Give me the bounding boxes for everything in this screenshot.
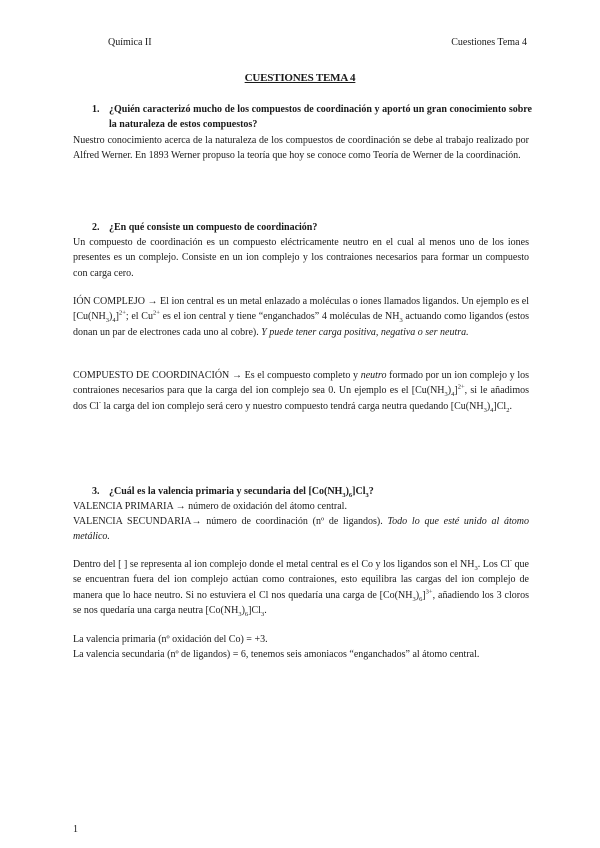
dentro-sub-4: 3 [238,610,242,618]
valencia-primaria-result: La valencia primaria (nº oxidación del Co) = +3. [73,634,268,645]
compuesto-coordinacion-paragraph [73,368,529,414]
dentro-sup-2: 3+ [425,588,433,596]
dentro-sub-2: 3 [412,595,416,603]
comp-sup-2: - [98,399,102,407]
ion-text-5: es el ion central y tiene “enganchados” 4 moléculas de NH [159,311,400,323]
comp-text-9: . [509,400,512,412]
secundaria-text: VALENCIA SECUNDARIA→ número de coordinación (nº de ligandos). [73,516,388,527]
dentro-text-1: Dentro del [ ] se representa al ion complejo donde el metal central es el Co y los ligandos son el NH [73,559,475,570]
question-1-number: 1. [92,104,100,115]
dentro-text-2: . Los Cl [477,559,510,570]
comp-italic: neutro [360,370,387,381]
ion-sub-2: 4 [112,317,116,325]
q3-text-2: ) [345,486,349,497]
question-3-text [109,484,532,499]
question-3-heading [92,484,532,499]
question-2-number: 2. [92,222,100,233]
question-2-text: ¿En qué consiste un compuesto de coordinación? [109,222,318,233]
question-2-answer: Un compuesto de coordinación es un compuesto eléctricamente neutro en el cual al menos uno de los iones presentes es un complejo. Consiste en un ion complejo y los contraiones necesarios para formar un compuesto con carga cero. [73,237,529,279]
question-2-heading [92,220,532,235]
dentro-text-8: ]Cl [248,604,261,616]
valencia-primaria-def: VALENCIA PRIMARIA → número de oxidación del átomo central. [73,501,347,512]
comp-sub-5: 2 [506,406,510,414]
comp-sub-1: 3 [444,391,448,399]
comp-sup-1: 2+ [457,383,465,391]
q3-sub-2: 6 [348,492,353,499]
comp-text-1: COMPUESTO DE COORDINACIÓN → Es el compuesto completo y [73,370,361,381]
q3-sub-3: 3 [365,492,369,499]
comp-sub-4: 4 [490,406,494,414]
ion-sup-1: 2+ [118,309,126,317]
dentro-text-6: , añadiendo los 3 cloros se nos quedaría una carga neutra [Co(NH [73,589,529,616]
dentro-text-4: ) [415,589,420,601]
ion-sub-1: 3 [105,317,110,325]
comp-text-3: ) [447,385,452,397]
dentro-sup-1: - [509,557,512,565]
ion-complejo-explanation [73,557,529,618]
header-subject: Química II [108,37,152,48]
question-1-answer: Nuestro conocimiento acerca de la naturaleza de los compuestos de coordinación se debe al trabajo realizado por Alfred Werner. En 1893 Werner propuso la teoría que hoy se conoce como Teoría de Werner de la coordinación. [73,135,529,162]
secundaria-italic: Todo lo que esté unido al átomo metálico. [73,516,529,543]
ion-sup-2: 2+ [152,309,160,317]
question-1-text: ¿Quién caracterizó mucho de los compuestos de coordinación y aportó un gran conocimiento sobre la naturaleza de estos compuestos? [109,104,532,130]
comp-text-6: la carga del ion complejo será cero y nuestro compuesto tendrá carga neutra quedando [Cu(NH [101,400,484,412]
question-1-heading [92,102,532,132]
dentro-text-9: . [264,604,267,616]
dentro-text-3: que se encuentran fuera del ion complejo actúan como contraiones, esto equilibra las cargas del ion complejo de manera que lo hace neutro. Si no estuviera el Cl nos quedaría una carga de [Co(NH [73,559,529,601]
q3-text-4: ? [368,486,374,497]
ion-sub-3: 3 [399,317,403,325]
ion-text-6: actuando como ligandos (estos donan un par de electrones cada uno al cobre). [73,311,529,338]
comp-text-2: formado por un ion complejo y los contraiones necesarios para que la carga del ion complejo sea 0. Un ejemplo es el [Cu(NH [73,370,529,397]
ion-complejo-paragraph [73,294,529,340]
dentro-sub-6: 3 [260,610,265,618]
comp-sub-3: 3 [483,406,487,414]
valencia-secundaria-result: La valencia secundaria (nº de ligandos) = 6, tenemos seis amoniacos “enganchados” al átomo central. [73,649,480,660]
q3-sub-1: 3 [342,492,346,499]
ion-text-4: ; el Cu [125,311,153,323]
dentro-text-7: ) [241,604,245,616]
ion-text-3: ] [115,311,119,323]
dentro-sub-1: 3 [474,565,478,572]
dentro-sub-3: 6 [419,595,423,603]
ion-italic-note: Y puede tener carga positiva, negativa o ser neutra. [261,326,469,338]
valencia-secundaria-def [73,514,529,545]
ion-text-2: ) [109,311,113,323]
comp-text-4: ] [454,385,458,397]
comp-text-7: ) [486,400,491,412]
page-number: 1 [73,824,78,835]
page-title: CUESTIONES TEMA 4 [244,72,356,84]
comp-text-8: ]Cl [493,400,507,412]
dentro-text-5: ] [422,589,426,601]
header-topic: Cuestiones Tema 4 [451,37,527,48]
q3-text-3: ]Cl [352,486,366,497]
question-3-number: 3. [92,486,100,497]
q3-text-1: ¿Cuál es la valencia primaria y secundaria del [Co(NH [109,486,343,497]
ion-text-1: IÓN COMPLEJO → El ion central es un metal enlazado a moléculas o iones llamados ligandos. Un ejemplo es el [Cu(NH [73,296,529,323]
comp-sub-2: 4 [451,391,455,399]
dentro-sub-5: 6 [244,610,249,618]
comp-text-5: , si le añadimos dos Cl [73,385,529,412]
